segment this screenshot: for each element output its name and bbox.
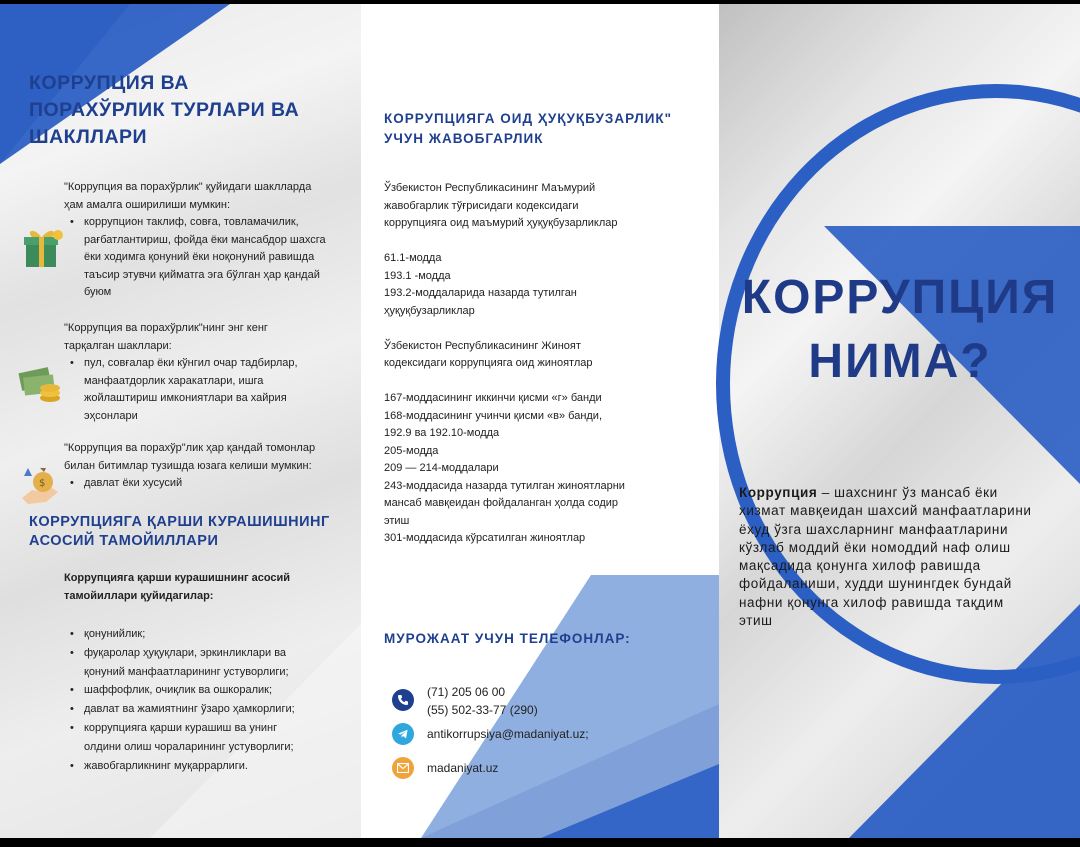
telegram-contact-text[interactable]: antikorrupsiya@madaniyat.uz; <box>427 727 589 741</box>
principles-title <box>29 513 330 551</box>
phone-contact <box>392 683 538 719</box>
list-item: • жавобгарликнинг муқаррарлиги. <box>64 757 354 776</box>
left-panel <box>0 4 361 838</box>
telegram-contact <box>392 723 589 745</box>
text-line: 209 — 214-моддалари <box>384 462 499 474</box>
title-line: КОРРУПЦИЯ ВА <box>29 72 189 94</box>
title-line: УЧУН ЖАВОБГАРЛИК <box>384 130 544 146</box>
intro-line: тарқалган шакллари: <box>64 339 172 352</box>
block3 <box>64 440 354 493</box>
list-item: • қонунийлик; <box>64 625 354 644</box>
intro-line: ҳам амалга оширилиши мумкин: <box>64 198 231 211</box>
list-item: • шаффофлик, очиқлик ва ошкоралик; <box>64 681 354 700</box>
text-line: Ўзбекистон Республикасининг Маъмурий <box>384 182 596 194</box>
text-line: 243-моддасида назарда тутилган жиноятларни <box>384 479 625 492</box>
block2 <box>64 320 354 425</box>
text-line: 61.1-модда <box>384 252 442 264</box>
title-line: НИМА? <box>808 335 992 388</box>
block1-list <box>64 214 354 302</box>
contacts-title: МУРОЖААТ УЧУН ТЕЛЕФОНЛАР: <box>384 631 631 646</box>
principles-list <box>64 625 354 775</box>
list-item: • давлат ёки хусусий <box>64 475 354 493</box>
block3-list <box>64 475 354 493</box>
email-contact <box>392 757 498 779</box>
list-item: • коррупцион таклиф, совға, товламачилик, рағбатлантириш, фойда ёки мансабдор шахсга ёки ходимга қонуний ёки ноқонуний равишда таъсир этувчи қийматга эга бўлган ҳар қандай буюм <box>64 214 354 302</box>
text-line: 168-моддасининг учинчи қисми «в» банди, <box>384 409 603 422</box>
phone-number[interactable]: (71) 205 06 00 <box>427 685 506 699</box>
block1 <box>64 179 354 302</box>
title-line: АСОСИЙ ТАМОЙИЛЛАРИ <box>29 533 219 549</box>
email-contact-text[interactable]: madaniyat.uz <box>427 761 499 775</box>
block2-list <box>64 355 354 425</box>
list-item: • фуқаролар ҳуқуқлари, эркинликлари ва қонуний манфаатларининг устуворлиги; <box>64 644 354 682</box>
text-line: 205-модда <box>384 444 439 457</box>
text-line: 167-моддасининг иккинчи қисми «г» банди <box>384 392 602 404</box>
text-line: мансаб мавқеидан фойдаланган ҳолда содир <box>384 497 619 509</box>
corruption-definition <box>739 484 1039 630</box>
phone-number[interactable]: (55) 502-33-77 (290) <box>427 703 538 717</box>
intro-line: Коррупцияга қарши курашишнинг асосий <box>64 572 291 584</box>
title-line: ШАКЛЛАРИ <box>29 126 148 148</box>
intro-line: "Коррупция ва порахўр"лик ҳар қандай томонлар <box>64 442 316 454</box>
intro-line: билан битимлар тузишда юзага келиши мумкин: <box>64 459 312 472</box>
text-line: 192.9 ва 192.10-модда <box>384 427 500 439</box>
liability-title <box>384 109 672 148</box>
text-line: коррупцияга оид маъмурий ҳуқуқбузарликлар <box>384 217 618 229</box>
hand-money-bag-icon <box>18 462 64 508</box>
title-line: КОРРУПЦИЯГА ОИД ҲУҚУҚБУЗАРЛИК" <box>384 111 673 126</box>
intro-line: "Коррупция ва порахўрлик"нинг энг кенг <box>64 322 268 334</box>
main-title <box>728 266 1072 394</box>
list-item: • пул, совғалар ёки кўнгил очар тадбирлар, манфаатдорлик харакатлари, ишга жойлаштириш имкониятлари ва хайрия эҳсонлари <box>64 355 354 425</box>
mail-icon <box>392 757 414 779</box>
text-line: 193.2-моддаларида назарда тутилган <box>384 287 577 299</box>
liability-text <box>384 180 704 548</box>
text-line: этиш <box>384 514 410 527</box>
title-line: КОРРУПЦИЯ <box>741 271 1059 324</box>
phone-icon <box>392 689 414 711</box>
definition-text: – шахснинг ўз мансаб ёки хизмат мавқеидан шахсий манфаатларини ёхуд ўзга шахсларнинг манфаатларини кўзлаб моддий ёки номоддий наф олиш мақсадида қонунга хилоф равишда фойдаланиши, худди шунингдек бундай нафни қонунга хилоф равишда тақдим этиш <box>739 485 1032 629</box>
types-title <box>29 70 299 151</box>
text-line: жавобгарлик тўғрисидаги кодексидаги <box>384 199 579 212</box>
money-coins-icon <box>18 362 64 408</box>
definition-term: Коррупция <box>739 485 818 500</box>
title-line: ПОРАХЎРЛИК ТУРЛАРИ ВА <box>29 99 300 121</box>
gift-box-icon <box>20 225 66 271</box>
text-line: 193.1 -модда <box>384 269 451 282</box>
intro-line: тамойиллари қуйидагилар: <box>64 589 214 602</box>
principles-intro <box>64 570 354 605</box>
telegram-icon <box>392 723 414 745</box>
svg-text:$: $ <box>39 478 46 489</box>
list-item: • коррупцияга қарши курашиш ва унинг олдини олиш чораларининг устуворлиги; <box>64 719 354 757</box>
text-line: Ўзбекистон Республикасининг Жиноят <box>384 339 581 352</box>
text-line: кодексидаги коррупцияга оид жиноятлар <box>384 357 593 369</box>
phone-numbers <box>427 683 538 719</box>
list-item: • давлат ва жамиятнинг ўзаро ҳамкорлиги; <box>64 700 354 719</box>
text-line: ҳуқуқбузарликлар <box>384 304 475 317</box>
brochure-sheet <box>0 4 1080 838</box>
intro-line: "Коррупция ва порахўрлик" қуйидаги шаклларда <box>64 181 312 193</box>
text-line: 301-моддасида кўрсатилган жиноятлар <box>384 532 586 544</box>
title-line: КОРРУПЦИЯГА ҚАРШИ КУРАШИШНИНГ <box>29 514 330 530</box>
